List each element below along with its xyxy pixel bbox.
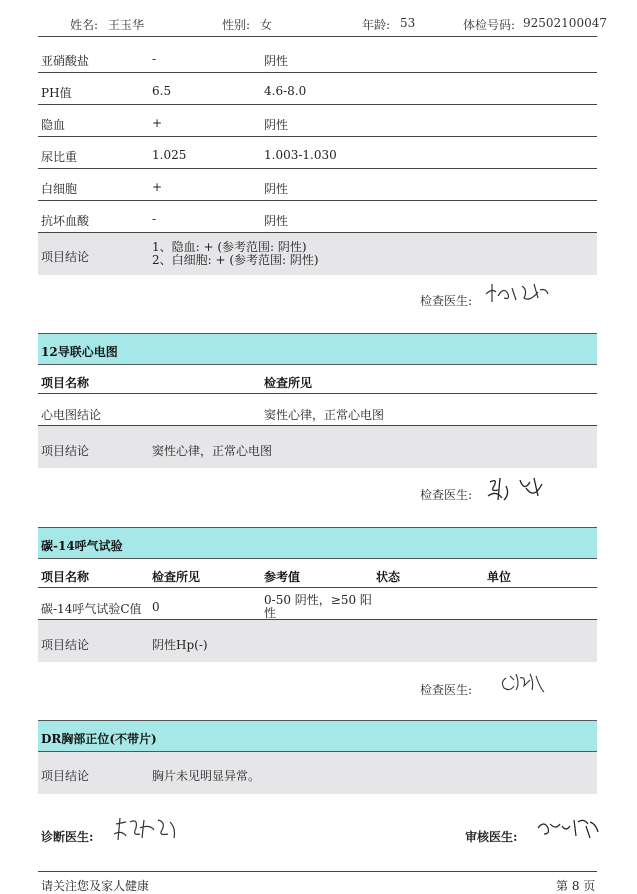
item-finding: 0 bbox=[152, 600, 160, 614]
col-finding: 检查所见 bbox=[152, 570, 201, 584]
col-reference: 参考值 bbox=[264, 570, 301, 584]
item-name: 碳-14呼气试验C值 bbox=[41, 602, 142, 616]
item-result: + bbox=[152, 116, 163, 130]
name-label: 姓名: bbox=[70, 18, 99, 32]
dr-section-header bbox=[38, 720, 597, 752]
item-reference: 阴性 bbox=[264, 182, 289, 196]
dr-conclusion bbox=[38, 752, 597, 794]
doctor-signature bbox=[482, 278, 552, 306]
ecg-conclusion bbox=[38, 426, 597, 468]
item-reference: 阴性 bbox=[264, 118, 289, 132]
col-header-divider bbox=[38, 587, 597, 588]
footer-divider bbox=[38, 871, 597, 872]
conclusion-label: 项目结论 bbox=[41, 638, 90, 652]
patient-sex: 女 bbox=[260, 18, 273, 32]
conclusion-label: 项目结论 bbox=[41, 250, 90, 264]
item-name: 尿比重 bbox=[41, 150, 78, 164]
item-name: 心电图结论 bbox=[41, 408, 102, 422]
col-status: 状态 bbox=[376, 570, 401, 584]
diagnosis-signature bbox=[110, 812, 184, 844]
c14-conclusion bbox=[38, 620, 597, 662]
ecg-section-title: 12导联心电图 bbox=[41, 345, 118, 359]
doctor-signature bbox=[496, 668, 548, 696]
urine-conclusion bbox=[38, 233, 597, 275]
item-reference: 阴性 bbox=[264, 214, 289, 228]
sex-label: 性别: bbox=[222, 18, 251, 32]
patient-name: 王玉华 bbox=[108, 18, 145, 32]
doctor-label: 检查医生: bbox=[420, 683, 473, 697]
item-name: 白细胞 bbox=[41, 182, 78, 196]
row-divider bbox=[38, 136, 597, 137]
row-divider bbox=[38, 104, 597, 105]
page-number: 第 8 页 bbox=[556, 879, 596, 893]
item-result: 1.025 bbox=[152, 148, 187, 162]
col-item-name: 项目名称 bbox=[41, 376, 90, 390]
dr-section-title: DR胸部正位(不带片) bbox=[41, 732, 157, 746]
col-header-divider bbox=[38, 393, 597, 394]
item-name: 亚硝酸盐 bbox=[41, 54, 90, 68]
conclusion-text: 胸片未见明显异常。 bbox=[152, 769, 261, 783]
patient-age: 53 bbox=[400, 16, 416, 30]
conclusion-text: 阴性Hp(-) bbox=[152, 638, 208, 652]
item-result: - bbox=[152, 52, 157, 66]
doctor-label: 检查医生: bbox=[420, 488, 473, 502]
c14-section-title: 碳-14呼气试验 bbox=[41, 539, 123, 553]
item-reference: 4.6-8.0 bbox=[264, 84, 307, 98]
doctor-label: 检查医生: bbox=[420, 294, 473, 308]
exam-id: 92502100047 bbox=[523, 16, 607, 30]
item-reference-line-2: 性 bbox=[264, 606, 277, 620]
item-result: + bbox=[152, 180, 163, 194]
col-unit: 单位 bbox=[487, 570, 512, 584]
item-result: 6.5 bbox=[152, 84, 172, 98]
conclusion-line-1: 1、隐血: + (参考范围: 阴性) bbox=[152, 240, 307, 254]
review-signature bbox=[534, 812, 604, 842]
ecg-section-header bbox=[38, 333, 597, 365]
row-divider bbox=[38, 200, 597, 201]
footer-note: 请关注您及家人健康 bbox=[41, 879, 150, 893]
row-divider bbox=[38, 168, 597, 169]
row-divider bbox=[38, 72, 597, 73]
conclusion-line-2: 2、白细胞: + (参考范围: 阴性) bbox=[152, 253, 319, 267]
conclusion-text: 窦性心律，正常心电图 bbox=[152, 444, 273, 458]
exam-id-label: 体检号码: bbox=[463, 18, 516, 32]
col-finding: 检查所见 bbox=[264, 376, 313, 390]
item-finding: 窦性心律，正常心电图 bbox=[264, 408, 385, 422]
diagnosis-doctor-label: 诊断医生: bbox=[41, 830, 94, 844]
item-reference-line-1: 0-50 阴性，≥50 阳 bbox=[264, 593, 372, 607]
col-item-name: 项目名称 bbox=[41, 570, 90, 584]
age-label: 年龄: bbox=[362, 18, 391, 32]
c14-section-header bbox=[38, 527, 597, 559]
conclusion-label: 项目结论 bbox=[41, 444, 90, 458]
item-name: 隐血 bbox=[41, 118, 66, 132]
doctor-signature bbox=[484, 472, 550, 504]
item-reference: 1.003-1.030 bbox=[264, 148, 337, 162]
review-doctor-label: 审核医生: bbox=[465, 830, 518, 844]
item-name: 抗坏血酸 bbox=[41, 214, 90, 228]
item-reference: 阴性 bbox=[264, 54, 289, 68]
item-result: - bbox=[152, 212, 157, 226]
conclusion-label: 项目结论 bbox=[41, 769, 90, 783]
item-name: PH值 bbox=[41, 86, 72, 100]
header-divider bbox=[38, 36, 597, 37]
